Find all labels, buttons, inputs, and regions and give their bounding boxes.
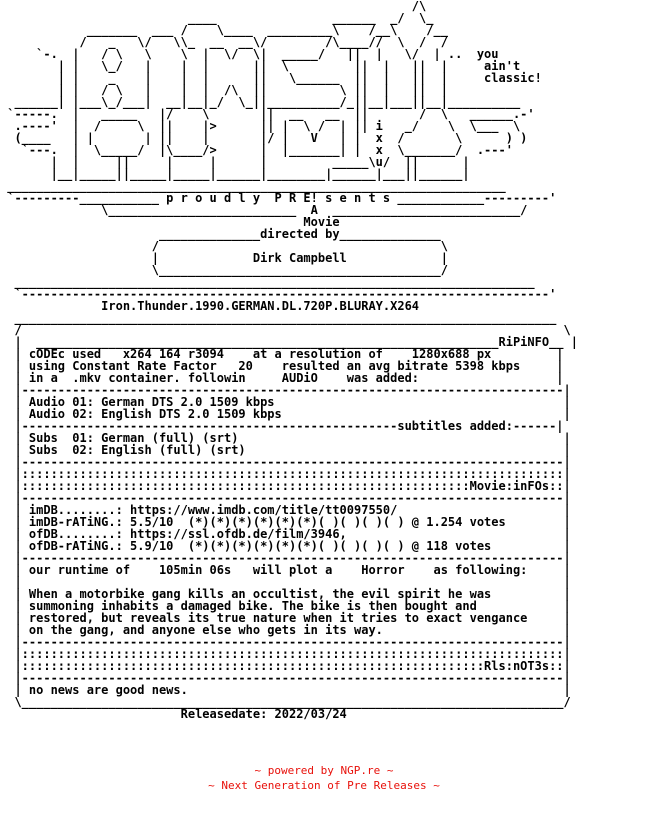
nfo-line: `-------------------------------------------------------------------------' [0,287,557,301]
nfo-line: | | [0,575,571,589]
nfo-line: |---------------------------------------------------------------------------| [0,491,571,505]
nfo-line: | Audio 02: English DTS 2.0 1509 kbps | [0,407,571,421]
next-generation-line: ~ Next Generation of Pre Releases ~ [208,779,440,792]
nfo-line: | ofDB........: https://ssl.ofdb.de/film/3946, | [0,527,571,541]
nfo-line: \_______________________________________/ [0,263,448,277]
nfo-line: \__________________________ A __________________________/ [0,203,528,217]
nfo-line: | | || | | | _____\u/ || | [0,155,470,169]
nfo-line: Iron.Thunder.1990.GERMAN.DL.720P.BLURAY.X264 [0,299,420,313]
nfo-line: |::::::::::::::::::::::::::::::::::::::::::::::::::::::::::::::Movie:inFOs::| [0,479,571,493]
nfo-line: |----------------------------------------------------subtitles added:------| [0,419,564,433]
nfo-line: `---------___________ p r o u d l y P R E! s e n t s ____________---------' [0,191,557,205]
nfo-line: .----' | / \ || |> || | \ / | || i _/ \ \___ \ [0,119,521,133]
nfo-line: _______ ___ / \____ _________\ /__\ /__ [0,23,448,37]
nfo-line: `-----. | _____ |/ \ || __ __ || / \ ______.-' [0,107,535,121]
nfo-line: |---------------------------------------------------------------------------| [0,383,571,397]
nfo-line: `-. | / \ \ \ | \/ \| _____/ || | \/ | .. you [0,47,499,61]
nfo-line: |::::::::::::::::::::::::::::::::::::::::::::::::::::::::::::::::Rls:nOT3s::| [0,659,571,673]
nfo-line: `---. | \_____/ |\____/> | |_______| | x \_______/ .---' [0,143,513,157]
nfo-line: | Audio 01: German DTS 2.0 1509 kbps | [0,395,571,409]
nfo-line: | When a motorbike gang kills an occultist, the evil spirit he was | [0,587,571,601]
nfo-line: /\ [0,0,427,13]
nfo-line: | using Constant Rate Factor 20 resulted an avg bitrate 5398 kbps | [0,359,564,373]
nfo-line: _____________________________________________________________________ [0,179,506,193]
nfo-line: ________________________________________________________________________ [0,275,535,289]
nfo-line: |---------------------------------------------------------------------------| [0,635,571,649]
nfo-line: | ofDB-rATiNG.: 5.9/10 (*)(*)(*)(*)(*)(*)( )( )( )( ) @ 118 votes | [0,539,571,553]
nfo-line: | | _ | | | || \______ || | || | classic! [0,71,542,85]
nfo-line: \___________________________________________________________________________/ [0,695,571,709]
nfo-line: | imDB........: https://www.imdb.com/title/tt0097550/ | [0,503,571,517]
nfo-line: | our runtime of 105min 06s will plot a Horror as following: | [0,563,571,577]
nfo-line: ____ ______ _/ \_ [0,11,434,25]
nfo-line: |---------------------------------------------------------------------------| [0,455,571,469]
nfo-line: |:::::::::::::::::::::::::::::::::::::::::::::::::::::::::::::::::::::::::::| [0,467,571,481]
nfo-line: |:::::::::::::::::::::::::::::::::::::::::::::::::::::::::::::::::::::::::::| [0,647,571,661]
nfo-line: | | / \ | | | /\ || \ || | || | [0,83,448,97]
nfo-line: ______| |___\_/___| __|__|_/ \_||__________/_||__|___||__|__________ [0,95,521,109]
nfo-line: | no news are good news. | [0,683,571,697]
nfo-line: | imDB-rATiNG.: 5.5/10 (*)(*)(*)(*)(*)(*)( )( )( )( ) @ 1.254 votes | [0,515,571,529]
nfo-line: | Subs 01: German (full) (srt) | [0,431,571,445]
nfo-line: ___________________________________________________________________________ [0,311,557,325]
nfo-line: |---------------------------------------------------------------------------| [0,551,571,565]
nfo-line: Movie [0,215,340,229]
nfo-line: ______________directed by______________ [0,227,441,241]
nfo-line: | on the gang, and anyone else who gets in its way. | [0,623,571,637]
nfo-line: | restored, but reveals its true nature when it tries to exact vengance | [0,611,571,625]
nfo-line: | Dirk Campbell | [0,251,448,265]
nfo-line: |__|_____||_____|_____|______|________|______|___||______| [0,167,470,181]
nfo-line: Releasedate: 2022/03/24 [0,707,347,721]
powered-by-line: ~ powered by NGP.re ~ [254,764,394,777]
nfo-line: | Subs 02: English (full) (srt) | [0,443,571,457]
nfo-line: | in a .mkv container. followin AUDiO was added: | [0,371,564,385]
nfo-line: | | \_/ | | | || \ || | || | ain't [0,59,521,73]
nfo-line: | summoning inhabits a damaged bike. The bike is then bought and | [0,599,571,613]
nfo-line: | ________________________________________________________________RiPiNFO__ | [0,335,578,349]
nfo-line: (____ | | | || | |/ | V | | x / \ ) ) [0,131,528,145]
nfo-line: / _ \/ \\_ __ __\/ /\____// \ / / [0,35,448,49]
nfo-line: / \ [0,323,571,337]
nfo-line: / \ [0,239,448,253]
nfo-line: |---------------------------------------------------------------------------| [0,671,571,685]
nfo-line: | cODEc used x264 164 r3094 at a resolution of 1280x688 px | [0,347,564,361]
